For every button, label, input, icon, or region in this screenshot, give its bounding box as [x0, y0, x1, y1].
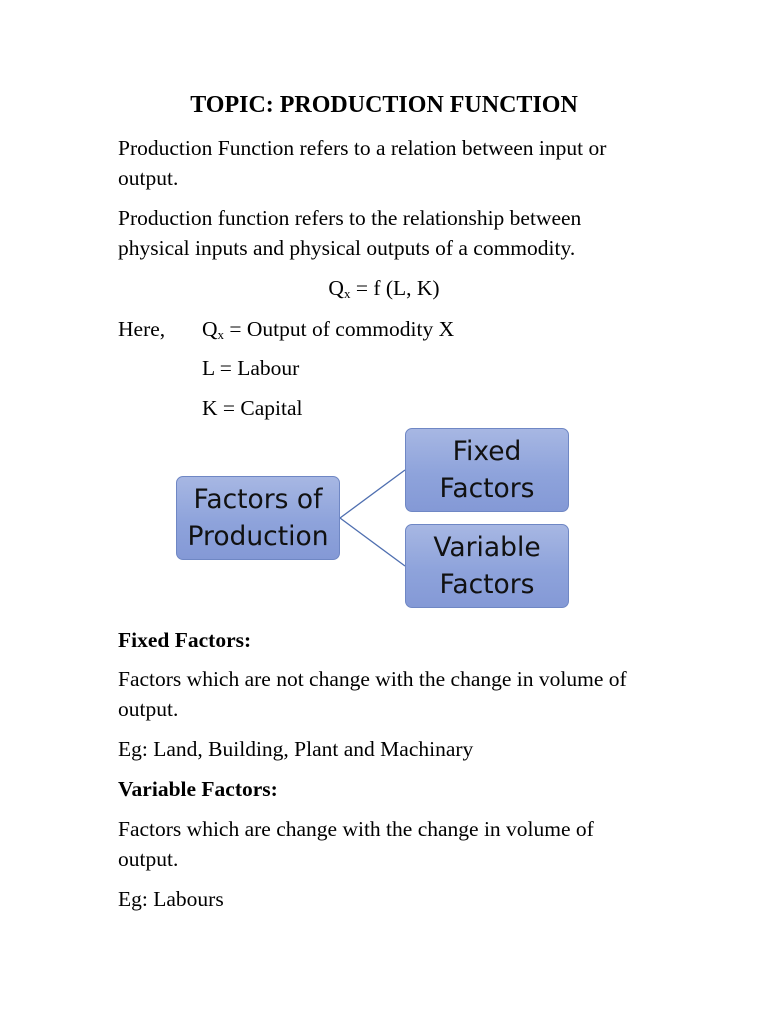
formula-output-subscript: x	[343, 286, 351, 301]
page-title: TOPIC: PRODUCTION FUNCTION	[190, 92, 578, 118]
definition-symbol: Q	[202, 317, 218, 341]
definition-capital	[202, 393, 303, 423]
definition-symbol: K	[202, 396, 218, 420]
variable-factors-box: Variable Factors	[405, 524, 569, 608]
definition-labour	[202, 353, 299, 383]
connector-to-variable	[340, 518, 405, 566]
definition-paragraph-2: Production function refers to the relationship between physical inputs and physical outputs of a commodity.	[118, 206, 582, 260]
production-formula	[0, 273, 768, 309]
formula-rhs: = f (L, K)	[350, 276, 440, 300]
variable-factors-heading: Variable Factors:	[118, 777, 278, 801]
variable-factors-example: Eg: Labours	[118, 887, 224, 911]
definition-subscript: x	[217, 327, 225, 342]
definition-text: = Output of commodity X	[224, 317, 455, 341]
here-label: Here,	[118, 317, 166, 341]
variable-factors-description: Factors which are change with the change in volume of output.	[118, 817, 594, 871]
fixed-factors-box: Fixed Factors	[405, 428, 569, 512]
fixed-factors-example: Eg: Land, Building, Plant and Machinary	[118, 737, 474, 761]
definition-symbol: L	[202, 356, 215, 380]
formula-output-symbol: Q	[328, 276, 344, 300]
definition-text: = Labour	[214, 356, 300, 380]
connector-to-fixed	[340, 470, 405, 518]
definition-paragraph-1: Production Function refers to a relation between input or output.	[118, 136, 607, 190]
factors-of-production-box: Factors of Production	[176, 476, 340, 560]
definition-text: = Capital	[217, 396, 303, 420]
fixed-factors-description: Factors which are not change with the change in volume of output.	[118, 667, 627, 721]
definition-output	[202, 314, 454, 350]
fixed-factors-heading: Fixed Factors:	[118, 628, 252, 652]
